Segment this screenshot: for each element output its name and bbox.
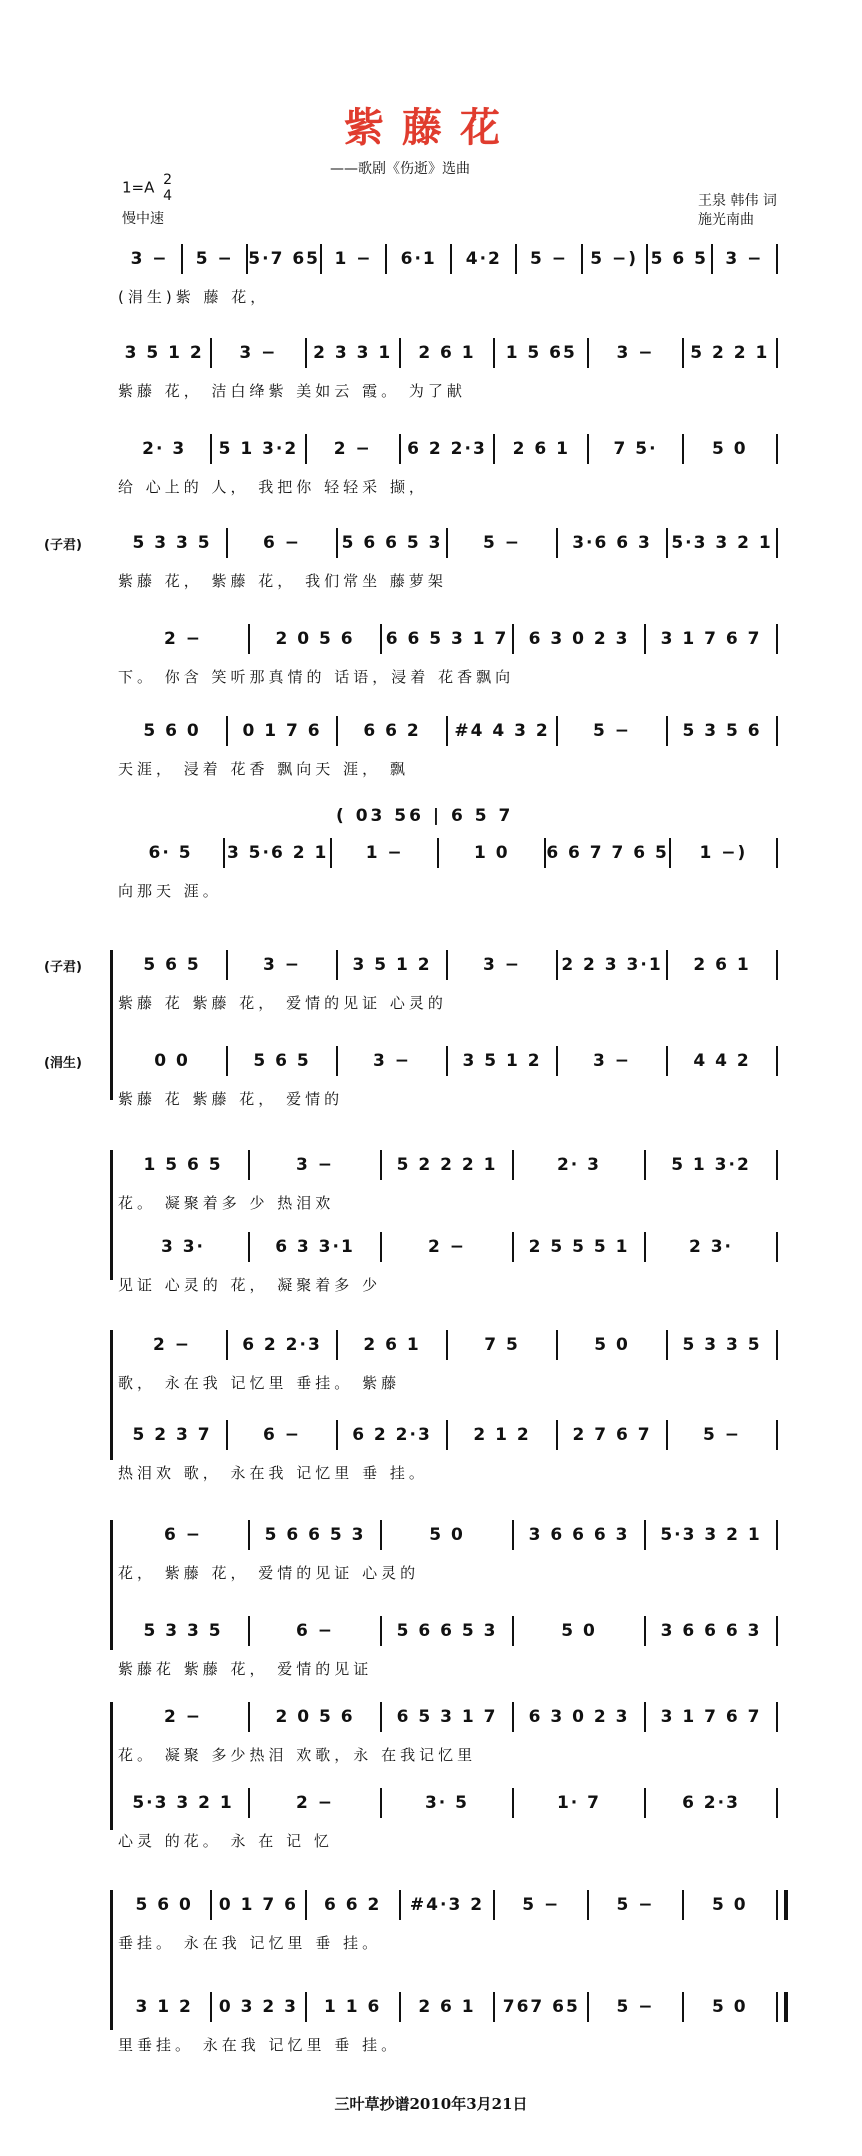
measure: 4·2 [465,249,502,269]
measure: 3· 5 [424,1793,470,1813]
barline [776,838,778,868]
measure: 6 3 0 2 3 [528,1707,630,1727]
barline [776,1616,778,1646]
measure: 2 0 5 6 [275,629,355,649]
lyric-line: 花。 凝聚 多少热泪 欢歌，永 在我记忆里 [118,1746,477,1764]
measure: 5·7 65 [248,249,320,269]
measure: 5 − [616,1997,655,2017]
measure: 2 3· [688,1237,734,1257]
notation-line [118,624,778,654]
measure: 2 7 6 7 [572,1425,652,1445]
measure: 2 6 1 [418,343,476,363]
measure: 5 1 3·2 [218,439,299,459]
lyric-line: 紫藤 花 紫藤 花， 爱情的见证 心灵的 [118,994,447,1012]
measure: 3 − [373,1051,411,1071]
measure: 3 1 7 6 7 [660,629,762,649]
measure: 5·3 3 2 1 [660,1525,762,1545]
notation-line [118,1046,778,1076]
lyric-line: 天涯， 浸着 花香 飘向天 涯， 飘 [118,760,409,778]
lyric-line: 热泪欢 歌， 永在我 记忆里 垂 挂。 [118,1464,428,1482]
measure: 5 0 [712,1997,748,2017]
measure: 5 − [522,1895,561,1915]
measure: 2 2 3 3·1 [561,955,663,975]
measure: 2 − [164,629,202,649]
measure: 5 6 5 [143,955,201,975]
interlude-notation: ( 03 56 | 6 5 7 [336,806,514,826]
barline [776,1702,778,1732]
system-brace [110,1890,121,2030]
notation-line [118,838,778,868]
measure: 5 0 [712,439,748,459]
barline [776,1788,778,1818]
measure: 5·3 3 2 1 [671,533,773,553]
measure: #4 4 3 2 [454,721,550,741]
notation-line [118,950,778,980]
time-numerator: 2 [163,172,173,188]
final-barline [776,1992,788,2022]
transcription-note: 三叶草抄谱2010年3月21日 [334,2095,528,2113]
measure: 6 6 7 7 6 5 [546,843,669,863]
measure: 5 0 [429,1525,465,1545]
barline [776,716,778,746]
lyric-line: 紫藤 花 紫藤 花， 爱情的 [118,1090,344,1108]
measure: 5 6 0 [135,1895,193,1915]
tempo-marking: 慢中速 [122,211,164,227]
measure: 3 − [616,343,655,363]
lyric-line: 花。 凝聚着多 少 热泪欢 [118,1194,335,1212]
song-title: 紫藤花 [344,104,518,151]
measure: 6 − [164,1525,202,1545]
measure: 6 2·3 [682,1793,740,1813]
measure: 5 6 0 [143,721,201,741]
barline [776,1520,778,1550]
measure: 6 6 2 [324,1895,382,1915]
measure: 5 3 3 5 [132,533,212,553]
measure: 3 5 1 2 [352,955,432,975]
measure: 5 6 6 5 3 [264,1525,366,1545]
measure: 2 6 1 [693,955,751,975]
lyricist-credit: 王泉 韩伟 词 [698,193,777,209]
measure: 5 0 [712,1895,748,1915]
measure: 1 0 [473,843,510,863]
measure: 3 − [593,1051,631,1071]
lyric-line: 花， 紫藤 花， 爱情的见证 心灵的 [118,1564,420,1582]
measure: 0 1 7 6 [242,721,322,741]
barline [776,338,778,368]
measure: 6 2 2·3 [407,439,487,459]
barline [776,1150,778,1180]
voice-role-label: (子君) [44,960,82,975]
lyric-line: 下。 你含 笑听那真情的 话语，浸着 花香飘向 [118,668,515,686]
measure: 1 5 6 5 [143,1155,223,1175]
barline [776,434,778,464]
measure: 5 6 5 [253,1051,311,1071]
measure: 2 6 1 [363,1335,421,1355]
measure: 2 − [164,1707,202,1727]
measure: 3 − [239,343,278,363]
measure: 5 − [529,249,568,269]
measure: 5 0 [561,1621,597,1641]
measure: 5 3 3 5 [682,1335,762,1355]
system-brace [110,1520,121,1650]
time-signature [163,172,172,204]
measure: 3 − [483,955,521,975]
measure: 5 6 6 5 3 [341,533,443,553]
measure: #4·3 2 [409,1895,485,1915]
measure: 5 −) [590,249,638,269]
measure: 1 − [365,843,404,863]
lyric-line: 向那天 涯。 [118,882,222,900]
measure: 6 2 2·3 [352,1425,432,1445]
measure: 3 5·6 2 1 [226,843,329,863]
lyric-line: 歌， 永在我 记忆里 垂挂。 紫藤 [118,1374,401,1392]
measure: 6 6 5 3 1 7 [385,629,509,649]
measure: 5 2 2 1 [690,343,770,363]
measure: 2 − [153,1335,191,1355]
measure: 6 3 0 2 3 [528,629,630,649]
notation-line [118,1232,778,1262]
measure: 3 3· [160,1237,206,1257]
notation-line [118,1420,778,1450]
measure: 3 6 6 6 3 [528,1525,630,1545]
credits [698,192,777,230]
notation-line [118,1150,778,1180]
measure: 5 6 5 [650,249,708,269]
measure: 1· 7 [556,1793,602,1813]
measure: 6 − [263,1425,301,1445]
measure: 3 − [130,249,169,269]
lyric-line: (涓生)紫 藤 花， [118,288,270,306]
measure: 7 5· [613,439,658,459]
measure: 1 − [334,249,373,269]
lyric-line: 见证 心灵的 花， 凝聚着多 少 [118,1276,382,1294]
measure: 0 1 7 6 [218,1895,298,1915]
barline [776,1330,778,1360]
subtitle: ——歌剧《伤逝》选曲 [330,161,470,177]
measure: 2 3 3 1 [313,343,393,363]
system-brace [110,950,121,1100]
notation-line [118,716,778,746]
measure: 2 6 1 [512,439,570,459]
measure: 6 5 3 1 7 [396,1707,498,1727]
measure: 3·6 6 3 [572,533,652,553]
measure: 6 6 2 [363,721,421,741]
measure: 1 −) [699,843,748,863]
composer-credit: 施光南曲 [698,212,754,228]
measure: 3 6 6 6 3 [660,1621,762,1641]
measure: 2 0 5 6 [275,1707,355,1727]
measure: 5 6 6 5 3 [396,1621,498,1641]
measure: 5 1 3·2 [671,1155,751,1175]
system-brace [110,1150,121,1280]
measure: 3 − [725,249,764,269]
measure: 5 − [483,533,521,553]
measure: 5 − [593,721,631,741]
measure: 5 0 [594,1335,630,1355]
measure: 3 5 1 2 [462,1051,542,1071]
measure: 5 3 5 6 [682,721,762,741]
measure: 3 1 2 [135,1997,193,2017]
notation-line [118,244,778,274]
notation-line [118,1520,778,1550]
measure: 3 − [296,1155,334,1175]
notation-line [118,1890,778,1920]
measure: 6 − [296,1621,334,1641]
system-brace [110,1702,121,1830]
measure: 0 0 [154,1051,190,1071]
lyric-line: 里垂挂。 永在我 记忆里 垂 挂。 [118,2036,401,2054]
measure: 3 − [263,955,301,975]
measure: 2 6 1 [418,1997,476,2017]
notation-line [118,1702,778,1732]
measure: 1 1 6 [324,1997,382,2017]
measure: 6·1 [400,249,437,269]
measure: 2 5 5 5 1 [528,1237,630,1257]
measure: 3 5 1 2 [124,343,204,363]
lyric-line: 紫藤 花， 紫藤 花， 我们常坐 藤萝架 [118,572,447,590]
measure: 2 − [428,1237,466,1257]
voice-role-label: (子君) [44,538,82,553]
barline [776,624,778,654]
time-denominator: 4 [163,188,173,204]
measure: 5 2 3 7 [132,1425,212,1445]
measure: 1 5 65 [505,343,577,363]
barline [776,950,778,980]
lyric-line: 垂挂。 永在我 记忆里 垂 挂。 [118,1934,382,1952]
measure: 6 − [263,533,301,553]
measure: 6 3 3·1 [275,1237,355,1257]
voice-role-label: (涓生) [44,1056,82,1071]
measure: 4 4 2 [693,1051,751,1071]
barline [776,1420,778,1450]
measure: 5 2 2 2 1 [396,1155,498,1175]
notation-line [118,1616,778,1646]
lyric-line: 紫藤花 紫藤 花， 爱情的见证 [118,1660,373,1678]
barline [776,1046,778,1076]
measure: 5 − [703,1425,741,1445]
measure: 0 3 2 3 [218,1997,298,2017]
measure: 2· 3 [142,439,187,459]
notation-line [118,1788,778,1818]
measure: 6 2 2·3 [242,1335,322,1355]
notation-line [118,338,778,368]
barline [776,244,778,274]
barline [776,528,778,558]
notation-line [118,434,778,464]
measure: 7 5 [484,1335,520,1355]
lyric-line: 紫藤 花， 洁白绛紫 美如云 霞。 为了献 [118,382,466,400]
measure: 2 − [333,439,372,459]
measure: 5·3 3 2 1 [132,1793,234,1813]
key-tonic: 1=A [122,178,155,197]
measure: 5 − [195,249,234,269]
measure: 6· 5 [148,843,193,863]
key-signature [122,172,172,204]
lyric-line: 心灵 的花。 永 在 记 忆 [118,1832,333,1850]
notation-line [118,528,778,558]
measure: 2 1 2 [473,1425,531,1445]
system-brace [110,1330,121,1460]
measure: 5 3 3 5 [143,1621,223,1641]
notation-line [118,1330,778,1360]
notation-line [118,1992,778,2022]
measure: 2 − [296,1793,334,1813]
final-barline [776,1890,788,1920]
lyric-line: 给 心上的 人， 我把你 轻轻采 撷， [118,478,428,496]
measure: 5 − [616,1895,655,1915]
measure: 2· 3 [556,1155,602,1175]
barline [776,1232,778,1262]
measure: 3 1 7 6 7 [660,1707,762,1727]
measure: 767 65 [502,1997,580,2017]
